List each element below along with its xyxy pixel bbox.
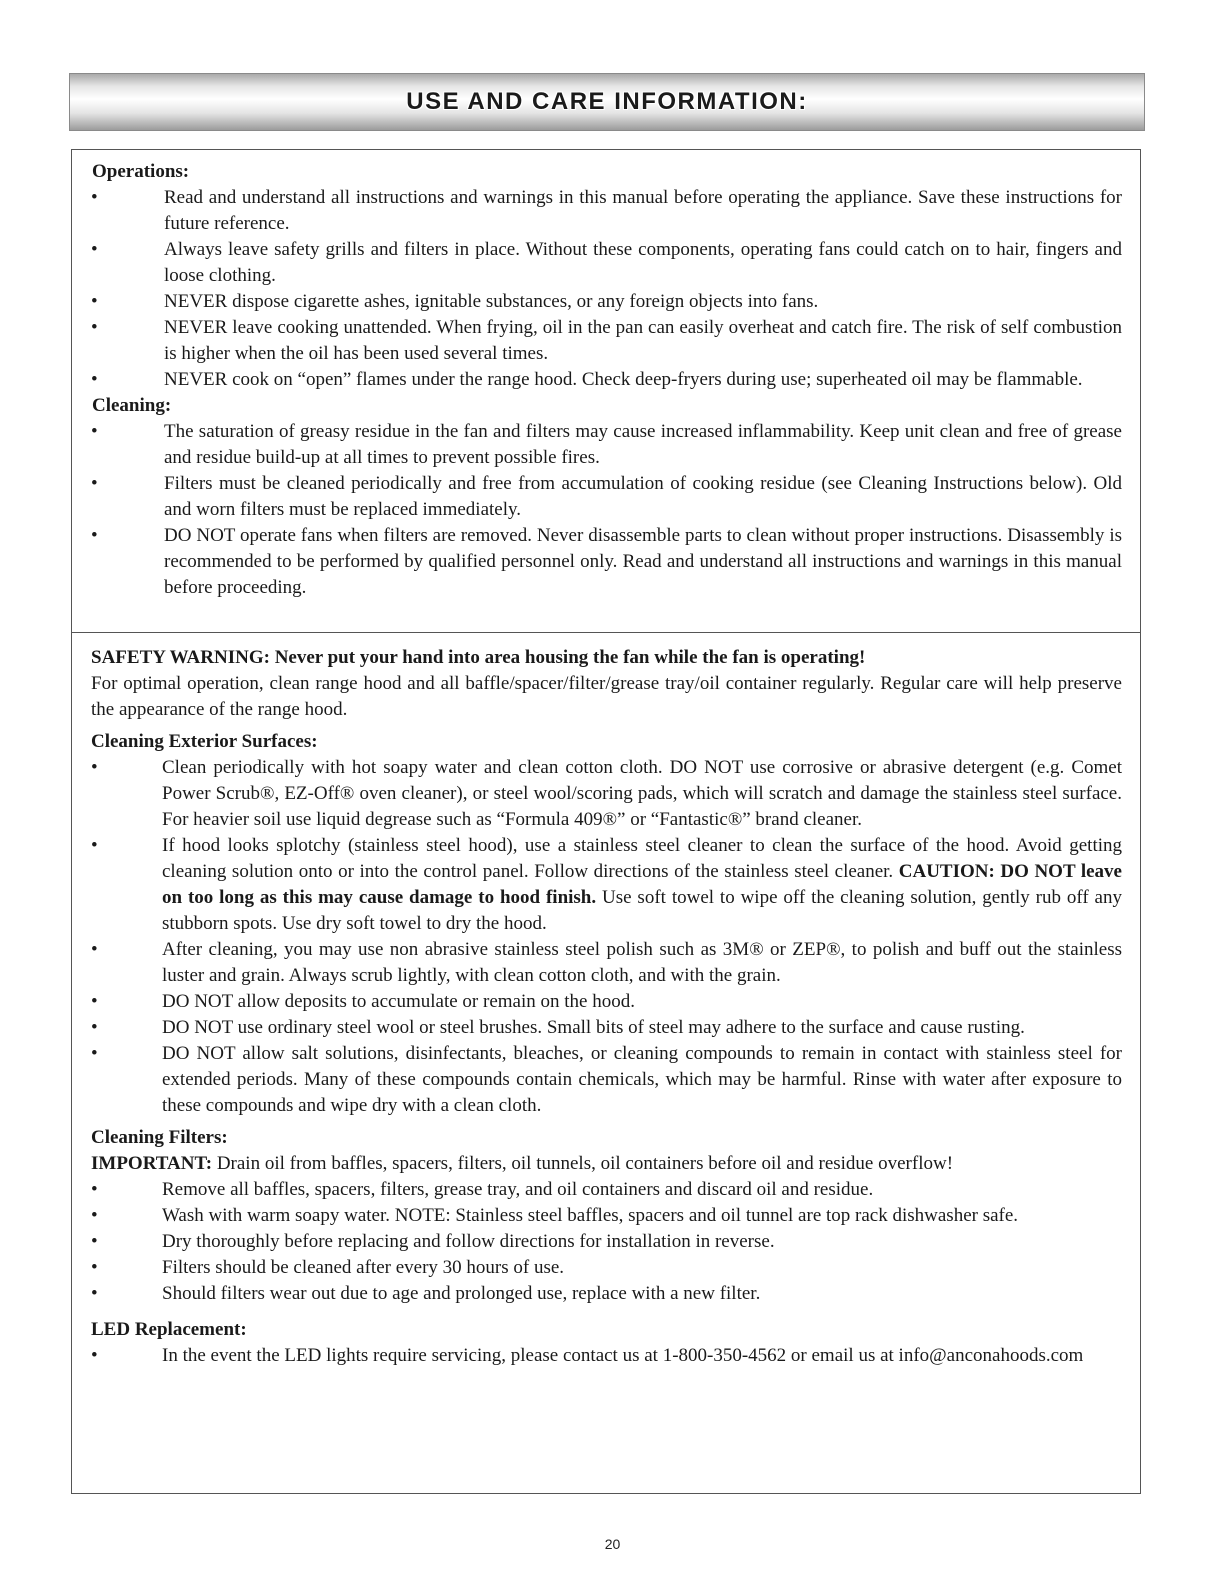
bullet-icon: • bbox=[91, 473, 98, 494]
cleaning-heading: Cleaning: bbox=[92, 395, 172, 416]
list-item: • NEVER cook on “open” flames under the range hood. Check deep-fryers during use; superheated oil may be flammable. bbox=[72, 367, 1140, 393]
list-item: • Should filters wear out due to age and prolonged use, replace with a new filter. bbox=[72, 1281, 1140, 1307]
list-item: • Remove all baffles, spacers, filters, grease tray, and oil containers and discard oil and residue. bbox=[72, 1177, 1140, 1203]
list-item: • Always leave safety grills and filters in place. Without these components, operating fans could catch on to hair, fingers and loose clothing. bbox=[91, 239, 1122, 286]
filters-heading: Cleaning Filters: bbox=[91, 1127, 228, 1148]
bullet-icon: • bbox=[91, 991, 98, 1012]
bullet-icon: • bbox=[91, 757, 98, 778]
bullet-icon: • bbox=[91, 1179, 98, 1200]
section-banner bbox=[69, 73, 1145, 131]
list-item: • The saturation of greasy residue in the fan and filters may cause increased inflammability. Keep unit clean and free of grease and residue build-up at all times to prevent possible fires. bbox=[91, 421, 1122, 468]
exterior-heading: Cleaning Exterior Surfaces: bbox=[91, 731, 318, 752]
bullet-icon: • bbox=[91, 525, 98, 546]
led-heading: LED Replacement: bbox=[91, 1319, 247, 1340]
bullet-icon: • bbox=[91, 421, 98, 442]
operations-cleaning-box bbox=[71, 149, 1141, 633]
list-item: • DO NOT allow deposits to accumulate or remain on the hood. bbox=[72, 989, 1140, 1015]
list-item: • Filters should be cleaned after every 30 hours of use. bbox=[72, 1255, 1140, 1281]
list-item: • Dry thoroughly before replacing and follow directions for installation in reverse. bbox=[72, 1229, 1140, 1255]
care-details-box bbox=[71, 632, 1141, 1494]
list-item: • If hood looks splotchy (stainless steel hood), use a stainless steel cleaner to clean the surface of the hood. Avoid getting cleaning solution onto or into the control panel. Follow directions of the stainless steel cleaner. CAUTION: DO NOT leave on too long as this may cause damage to hood finish. Use soft towel to wipe off the cleaning solution, gently rub off any stubborn spots. Use dry soft towel to dry the hood. bbox=[91, 835, 1122, 934]
bullet-icon: • bbox=[91, 239, 98, 260]
bullet-icon: • bbox=[91, 369, 98, 390]
bullet-icon: • bbox=[91, 835, 98, 856]
bullet-icon: • bbox=[91, 1345, 98, 1366]
caution-text: CAUTION: DO NOT leave on too long as this may cause damage to hood finish. bbox=[162, 861, 1122, 908]
list-item: • DO NOT operate fans when filters are removed. Never disassemble parts to clean without proper instructions. Disassembly is recommended to be performed by qualified personnel only. Read and understand all instructions and warnings in this manual before proceeding. bbox=[91, 525, 1122, 598]
list-item: • In the event the LED lights require servicing, please contact us at 1-800-350-4562 or email us at info@anconahoods.com bbox=[72, 1343, 1140, 1369]
bullet-icon: • bbox=[91, 187, 98, 208]
bullet-icon: • bbox=[91, 1257, 98, 1278]
safety-warning: SAFETY WARNING: Never put your hand into area housing the fan while the fan is operating! bbox=[91, 647, 866, 668]
list-item: • DO NOT allow salt solutions, disinfectants, bleaches, or cleaning compounds to remain in contact with stainless steel for extended periods. Many of these compounds contain chemicals, which may be harmful. Rinse with water after exposure to these compounds and wipe dry with a clean cloth. bbox=[91, 1043, 1122, 1116]
list-item: • DO NOT use ordinary steel wool or steel brushes. Small bits of steel may adhere to the surface and cause rusting. bbox=[72, 1015, 1140, 1041]
bullet-icon: • bbox=[91, 1231, 98, 1252]
important-note: IMPORTANT: Drain oil from baffles, spacers, filters, oil tunnels, oil containers before oil and residue overflow! bbox=[91, 1153, 954, 1174]
page-title: USE AND CARE INFORMATION: bbox=[406, 88, 808, 115]
list-item: • NEVER dispose cigarette ashes, ignitable substances, or any foreign objects into fans. bbox=[72, 289, 1140, 315]
safety-intro: For optimal operation, clean range hood and all baffle/spacer/filter/grease tray/oil container regularly. Regular care will help preserve the appearance of the range hood. bbox=[91, 673, 1122, 720]
bullet-icon: • bbox=[91, 291, 98, 312]
list-item: • Filters must be cleaned periodically and free from accumulation of cooking residue (see Cleaning Instructions below). Old and worn filters must be replaced immediately. bbox=[91, 473, 1122, 520]
list-item: • NEVER leave cooking unattended. When frying, oil in the pan can easily overheat and catch fire. The risk of self combustion is higher when the oil has been used several times. bbox=[91, 317, 1122, 364]
bullet-icon: • bbox=[91, 1283, 98, 1304]
page-number: 20 bbox=[604, 1536, 621, 1552]
list-item: • After cleaning, you may use non abrasive stainless steel polish such as 3M® or ZEP®, to polish and buff out the stainless luster and grain. Always scrub lightly, with clean cotton cloth, and with the grain. bbox=[91, 939, 1122, 986]
bullet-icon: • bbox=[91, 939, 98, 960]
bullet-icon: • bbox=[91, 317, 98, 338]
list-item: • Clean periodically with hot soapy water and clean cotton cloth. DO NOT use corrosive or abrasive detergent (e.g. Comet Power Scrub®, EZ-Off® oven cleaner), or steel wool/scoring pads, which will scratch and damage the stainless steel surface. For heavier soil use liquid degrease such as “Formula 409®” or “Fantastic®” brand cleaner. bbox=[91, 757, 1122, 830]
list-item: • Wash with warm soapy water. NOTE: Stainless steel baffles, spacers and oil tunnel are top rack dishwasher safe. bbox=[72, 1203, 1140, 1229]
list-item: • Read and understand all instructions and warnings in this manual before operating the appliance. Save these instructions for future reference. bbox=[91, 187, 1122, 234]
bullet-icon: • bbox=[91, 1043, 98, 1064]
bullet-icon: • bbox=[91, 1205, 98, 1226]
bullet-icon: • bbox=[91, 1017, 98, 1038]
operations-heading: Operations: bbox=[92, 161, 190, 182]
